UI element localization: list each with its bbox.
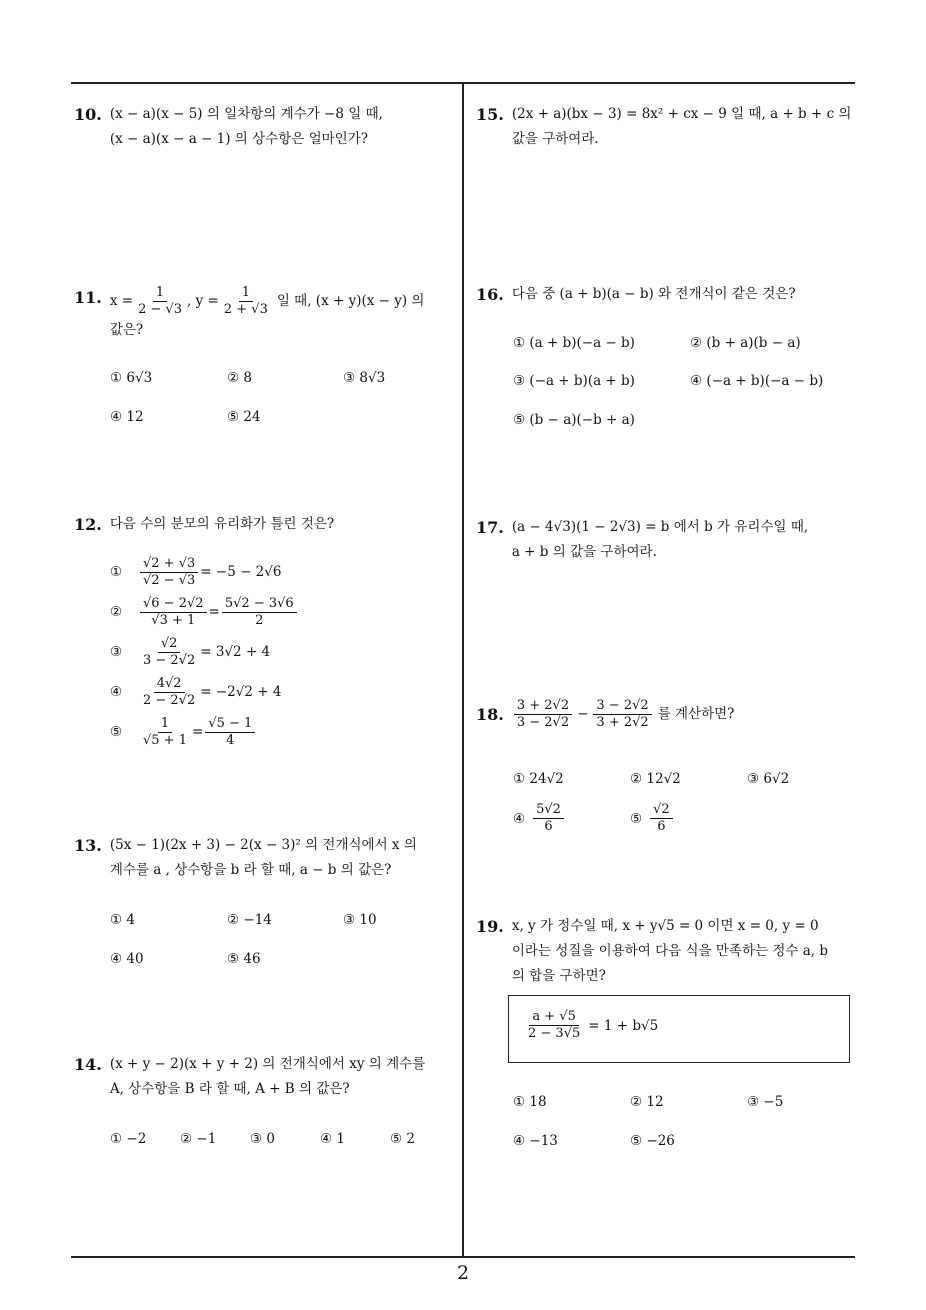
choice-2[interactable] <box>110 592 450 632</box>
q12-choices <box>110 552 450 752</box>
question-text-line1: (x + y − 2)(x + y + 2) 의 전개식에서 xy 의 계수를 <box>109 1056 426 1072</box>
fraction-denominator: 2 − 3√5 <box>528 1026 581 1041</box>
choice-5[interactable]: ⑤ −26 <box>630 1133 675 1149</box>
question-text-line2: a + b 의 값을 구하여라. <box>511 544 657 560</box>
choice-2[interactable]: ② 8 <box>227 370 252 386</box>
fraction-denominator: 6 <box>657 819 666 834</box>
choice-3[interactable]: ③ −5 <box>747 1094 784 1110</box>
x-fraction <box>135 285 185 318</box>
choice-1[interactable]: ① 4 <box>110 912 135 928</box>
fraction-numerator: 1 <box>239 285 253 302</box>
question-text: 다음 수의 분모의 유리화가 틀린 것은? <box>109 516 335 532</box>
fraction-numerator: 1 <box>158 716 172 733</box>
choice-1[interactable]: ① 24√2 <box>513 771 564 787</box>
choice-4[interactable]: ④ (−a + b)(−a − b) <box>690 373 824 389</box>
question-text-line2: 값을 구하여라. <box>511 131 599 147</box>
minus-sign: − <box>577 706 589 722</box>
choice-3[interactable]: ③ 8√3 <box>343 370 386 386</box>
question-text-line1: (a − 4√3)(1 − 2√3) = b 에서 b 가 유리수일 때, <box>511 519 809 535</box>
choice-2[interactable]: ② 12√2 <box>630 771 681 787</box>
question-text-tail: 를 계산하면? <box>657 706 735 722</box>
fraction-numerator: a + √5 <box>529 1009 578 1026</box>
fraction-denominator: 2 − √3 <box>138 302 183 317</box>
choice-4[interactable]: ④ 40 <box>110 951 144 967</box>
equation-box <box>508 995 850 1063</box>
question-text-line2: 계수를 a , 상수항을 b 라 할 때, a − b 의 값은? <box>109 862 392 878</box>
question-number: 16. <box>476 285 504 304</box>
question-text-line2: 값은? <box>109 322 144 338</box>
result-denominator: 2 <box>255 612 264 628</box>
choice-5[interactable]: ⑤ 2 <box>390 1131 415 1147</box>
choice-mark: ③ <box>110 644 123 660</box>
fraction-denominator: √5 + 1 <box>143 732 187 748</box>
choice-equals: = <box>208 604 220 620</box>
result-numerator: 5√2 − 3√6 <box>222 596 297 613</box>
fraction-denominator: √2 − √3 <box>143 572 196 588</box>
choice-3[interactable]: ③ 0 <box>250 1131 275 1147</box>
choice-4[interactable] <box>110 672 450 712</box>
question-14 <box>74 1052 459 1102</box>
choice-3[interactable] <box>110 632 450 672</box>
choice-4[interactable]: ④ 12 <box>110 409 144 425</box>
question-17 <box>476 515 856 565</box>
question-11 <box>74 285 454 343</box>
result-denominator: 4 <box>226 732 235 748</box>
question-number: 12. <box>74 515 102 534</box>
choice-equals: = <box>191 724 204 740</box>
question-text-line1: (5x − 1)(2x + 3) − 2(x − 3)² 의 전개식에서 x 의 <box>109 837 417 853</box>
question-text: 다음 중 (a + b)(a − b) 와 전개식이 같은 것은? <box>511 286 796 302</box>
bottom-rule <box>71 1256 855 1258</box>
fraction-denominator: 2 − 2√2 <box>143 692 196 708</box>
question-text-line2: (x − a)(x − a − 1) 의 상수항은 얼마인가? <box>109 131 368 147</box>
question-text-line3: 의 합을 구하면? <box>511 968 606 984</box>
question-text-line2: 이라는 성질을 이용하여 다음 식을 만족하는 정수 a, b <box>511 943 828 959</box>
question-text-line1: (2x + a)(bx − 3) = 8x² + cx − 9 일 때, a + b + c 의 <box>511 106 852 122</box>
question-18 <box>476 698 856 731</box>
question-10 <box>74 102 454 152</box>
choice-4[interactable] <box>513 802 566 835</box>
question-number: 15. <box>476 105 504 124</box>
choice-5[interactable]: ⑤ 24 <box>227 409 261 425</box>
fraction-denominator: 6 <box>544 819 553 834</box>
question-text-tail: 일 때, (x + y)(x − y) 의 <box>276 293 425 309</box>
fraction-denominator: 3 + 2√2 <box>596 715 649 730</box>
choice-4[interactable]: ④ −13 <box>513 1133 558 1149</box>
choice-2[interactable]: ② 12 <box>630 1094 664 1110</box>
choice-3[interactable]: ③ 6√2 <box>747 771 790 787</box>
fraction-denominator: √3 + 1 <box>151 612 196 628</box>
column-divider <box>462 83 464 1257</box>
choice-5[interactable]: ⑤ (b − a)(−b + a) <box>513 412 635 428</box>
choice-5[interactable]: ⑤ 46 <box>227 951 261 967</box>
choice-2[interactable]: ② (b + a)(b − a) <box>690 335 801 351</box>
y-fraction <box>221 285 271 318</box>
choice-mark: ① <box>110 564 123 580</box>
question-text-line2: A, 상수항을 B 라 할 때, A + B 의 값은? <box>109 1081 350 1097</box>
choice-3[interactable]: ③ 10 <box>343 912 377 928</box>
choice-5[interactable] <box>630 802 675 835</box>
choice-2[interactable]: ② −1 <box>180 1131 217 1147</box>
choice-1[interactable] <box>110 552 450 592</box>
fraction-denominator: 3 − 2√2 <box>516 715 570 730</box>
question-12 <box>74 512 454 537</box>
choice-1[interactable]: ① −2 <box>110 1131 147 1147</box>
choice-4[interactable]: ④ 1 <box>320 1131 345 1147</box>
choice-mark: ② <box>110 604 123 620</box>
choice-mark: ④ <box>110 684 123 700</box>
question-number: 10. <box>74 105 102 124</box>
fraction-denominator: 3 − 2√2 <box>143 652 196 668</box>
question-number: 11. <box>74 288 102 307</box>
fraction-numerator: √2 <box>158 636 181 653</box>
choice-mark: ⑤ <box>630 810 643 827</box>
choice-result: = −5 − 2√6 <box>200 564 282 580</box>
choice-1[interactable]: ① (a + b)(−a − b) <box>513 335 635 351</box>
question-number: 14. <box>74 1055 102 1074</box>
question-number: 19. <box>476 917 504 936</box>
question-16 <box>476 282 856 307</box>
choice-1[interactable]: ① 18 <box>513 1094 547 1110</box>
fraction-numerator: 3 + 2√2 <box>514 698 572 715</box>
page-number: 2 <box>456 1262 470 1284</box>
question-13 <box>74 833 454 883</box>
equation-rhs: = 1 + b√5 <box>588 1017 659 1034</box>
y-definition-lhs: , y = <box>187 293 219 309</box>
choice-result: = −2√2 + 4 <box>200 684 282 700</box>
question-number: 13. <box>74 836 102 855</box>
fraction-numerator: √6 − 2√2 <box>140 596 207 613</box>
question-19 <box>476 914 861 989</box>
choice-2[interactable]: ② −14 <box>227 912 272 928</box>
question-15 <box>476 102 856 152</box>
question-text-line1: (x − a)(x − 5) 의 일차항의 계수가 −8 일 때, <box>109 106 383 122</box>
choice-mark: ④ <box>513 810 526 827</box>
fraction-numerator: 1 <box>153 285 167 302</box>
choice-mark: ⑤ <box>110 724 123 740</box>
question-text-line1: x, y 가 정수일 때, x + y√5 = 0 이면 x = 0, y = 0 <box>511 918 819 934</box>
result-numerator: √5 − 1 <box>205 716 255 733</box>
choice-5[interactable] <box>110 712 450 752</box>
question-number: 17. <box>476 518 504 537</box>
choice-1[interactable]: ① 6√3 <box>110 370 153 386</box>
fraction-numerator: √2 + √3 <box>140 556 198 573</box>
fraction-numerator: 4√2 <box>154 676 185 693</box>
x-definition-lhs: x = <box>109 293 134 309</box>
fraction-denominator: 2 + √3 <box>223 302 268 317</box>
fraction-numerator: √2 <box>650 802 673 819</box>
fraction-numerator: 3 − 2√2 <box>593 698 651 715</box>
choice-3[interactable]: ③ (−a + b)(a + b) <box>513 373 635 389</box>
question-number: 18. <box>476 705 504 724</box>
fraction-numerator: 5√2 <box>533 802 564 819</box>
choice-result: = 3√2 + 4 <box>200 644 271 660</box>
